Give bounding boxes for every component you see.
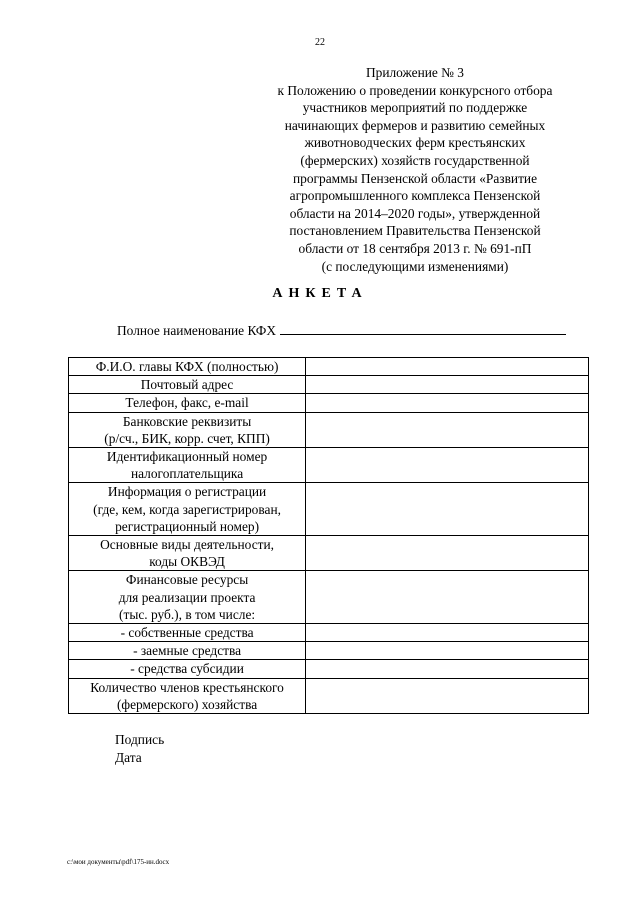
signature-block bbox=[115, 731, 164, 766]
row-value-field[interactable] bbox=[306, 624, 589, 642]
form-title: АНКЕТА bbox=[272, 286, 368, 301]
table-row bbox=[69, 660, 589, 678]
appendix-line: (фермерских) хозяйств государственной bbox=[300, 152, 530, 168]
appendix-header bbox=[250, 64, 580, 275]
date-label: Дата bbox=[115, 749, 142, 765]
table-row bbox=[69, 624, 589, 642]
row-label: Банковские реквизиты (р/сч., БИК, корр. счет, КПП) bbox=[69, 412, 306, 447]
row-value-field[interactable] bbox=[306, 678, 589, 713]
row-value-field[interactable] bbox=[306, 394, 589, 412]
row-value-field[interactable] bbox=[306, 358, 589, 376]
appendix-line: области на 2014–2020 годы», утвержденной bbox=[289, 205, 541, 221]
row-label: Почтовый адрес bbox=[69, 376, 306, 394]
row-value-field[interactable] bbox=[306, 660, 589, 678]
file-path: c:\мои документы\pdf\175-ин.docx bbox=[67, 858, 170, 866]
survey-table bbox=[68, 357, 589, 714]
table-row bbox=[69, 571, 589, 624]
row-label: Финансовые ресурсы для реализации проекта (тыс. руб.), в том числе: bbox=[69, 571, 306, 624]
table-row bbox=[69, 412, 589, 447]
full-name-label: Полное наименование КФХ bbox=[117, 323, 277, 338]
row-label: Телефон, факс, e-mail bbox=[69, 394, 306, 412]
signature-label: Подпись bbox=[115, 732, 165, 747]
table-row bbox=[69, 358, 589, 376]
row-value-field[interactable] bbox=[306, 536, 589, 571]
appendix-line: Приложение № 3 bbox=[365, 65, 465, 80]
appendix-line: животноводческих ферм крестьянских bbox=[304, 135, 526, 151]
appendix-line: начинающих фермеров и развитию семейных bbox=[284, 117, 546, 133]
appendix-line: постановлением Правительства Пензенской bbox=[289, 223, 541, 239]
row-label: Ф.И.О. главы КФХ (полностью) bbox=[69, 358, 306, 376]
table-row bbox=[69, 678, 589, 713]
table-row bbox=[69, 483, 589, 536]
row-value-field[interactable] bbox=[306, 571, 589, 624]
row-label: - собственные средства bbox=[69, 624, 306, 642]
row-label: Информация о регистрации (где, кем, когда зарегистрирован, регистрационный номер) bbox=[69, 483, 306, 536]
row-value-field[interactable] bbox=[306, 448, 589, 483]
row-value-field[interactable] bbox=[306, 412, 589, 447]
table-row bbox=[69, 642, 589, 660]
table-row bbox=[69, 448, 589, 483]
table-row bbox=[69, 536, 589, 571]
page-number: 22 bbox=[315, 37, 325, 48]
appendix-line: к Положению о проведении конкурсного отбора bbox=[277, 82, 553, 98]
table-row bbox=[69, 394, 589, 412]
appendix-line: (с последующими изменениями) bbox=[321, 258, 509, 274]
appendix-line: области от 18 сентября 2013 г. № 691-пП bbox=[298, 240, 532, 256]
row-label: - заемные средства bbox=[69, 642, 306, 660]
row-value-field[interactable] bbox=[306, 642, 589, 660]
appendix-line: участников мероприятий по поддержке bbox=[302, 100, 528, 116]
row-label: Идентификационный номер налогоплательщика bbox=[69, 448, 306, 483]
row-label: - средства субсидии bbox=[69, 660, 306, 678]
full-name-row bbox=[117, 323, 566, 339]
appendix-line: агропромышленного комплекса Пензенской bbox=[289, 188, 541, 204]
appendix-line: программы Пензенской области «Развитие bbox=[292, 170, 538, 186]
row-label: Основные виды деятельности, коды ОКВЭД bbox=[69, 536, 306, 571]
row-value-field[interactable] bbox=[306, 376, 589, 394]
table-row bbox=[69, 376, 589, 394]
row-value-field[interactable] bbox=[306, 483, 589, 536]
row-label: Количество членов крестьянского (фермерского) хозяйства bbox=[69, 678, 306, 713]
full-name-blank-line[interactable] bbox=[280, 333, 566, 335]
